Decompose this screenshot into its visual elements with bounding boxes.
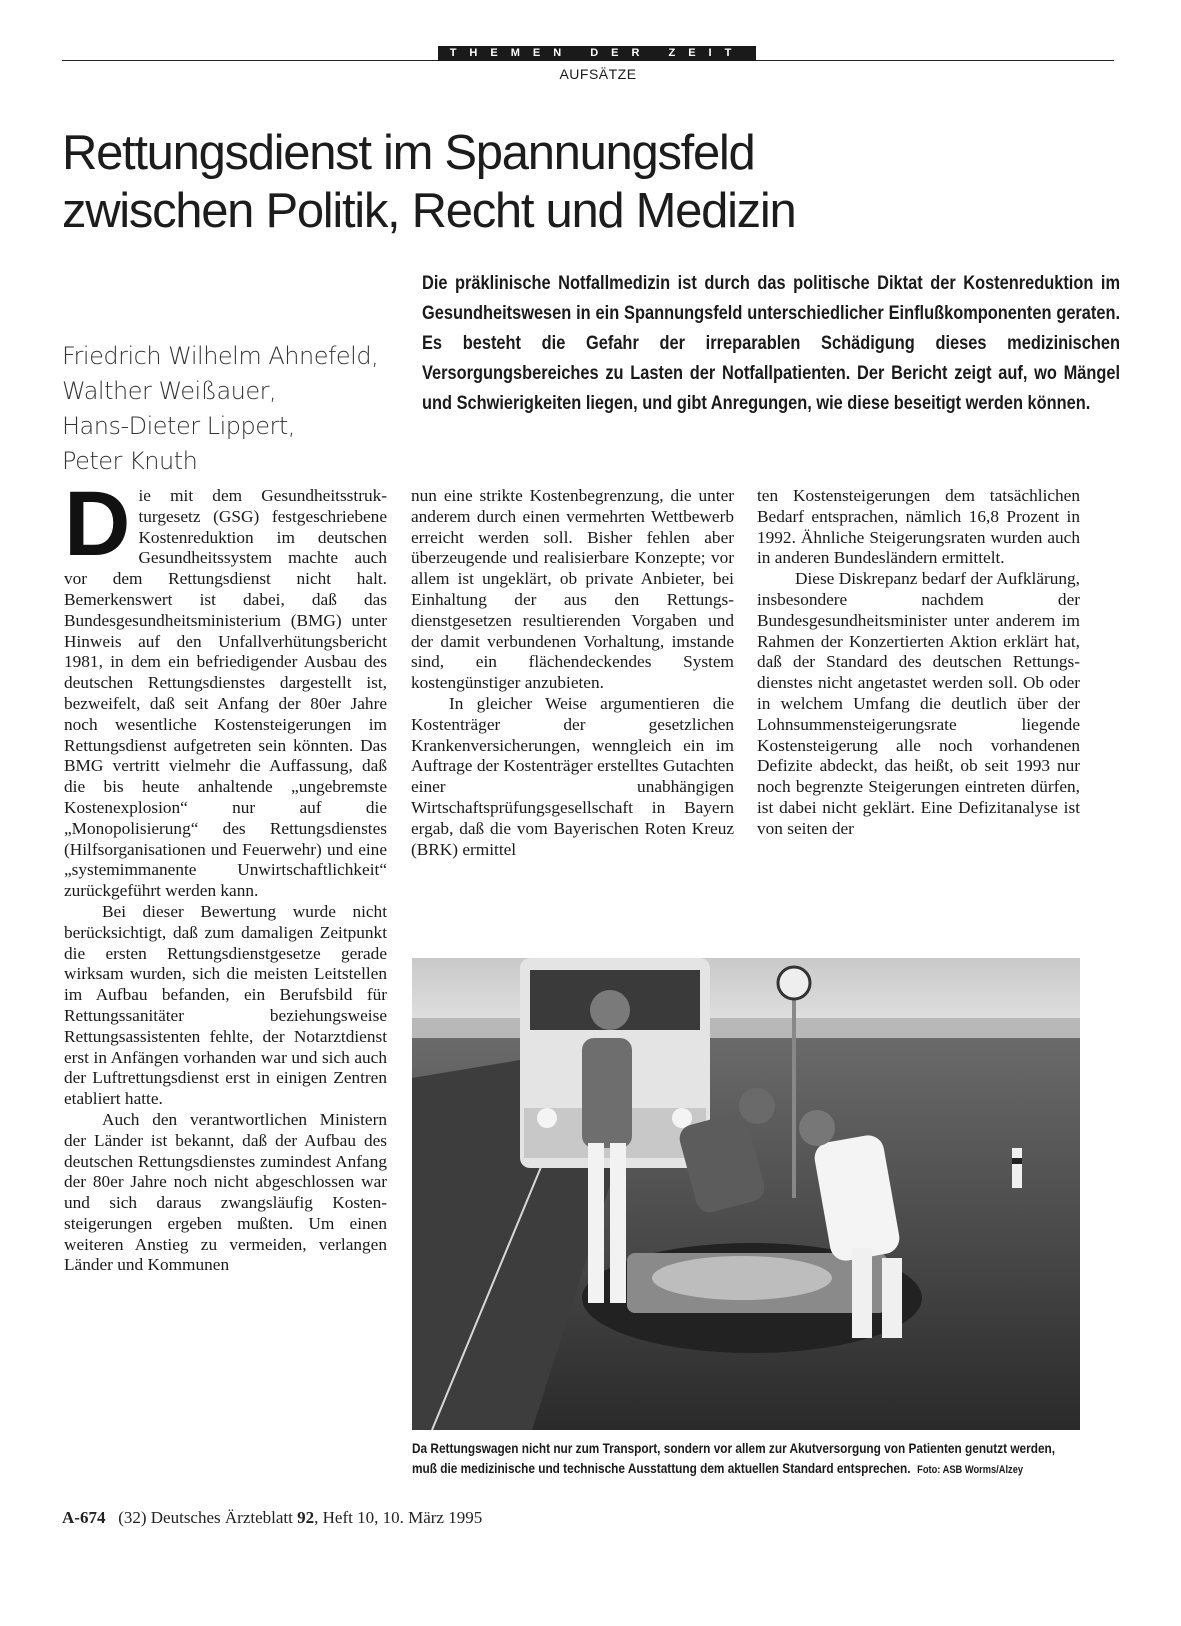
section-label: THEMEN DER ZEIT (438, 46, 756, 61)
author-list (62, 339, 402, 479)
page-footer (62, 1508, 482, 1528)
drop-cap: D (64, 473, 131, 575)
subsection-label: AUFSÄTZE (559, 66, 637, 82)
ambulance-photo (412, 958, 1080, 1430)
journal-volume: 92 (297, 1508, 315, 1527)
issue-info: , Heft 10, 10. März 1995 (314, 1508, 483, 1527)
body-paragraph: Bei dieser Bewertung wurde nicht berücksichtigt, daß zum damaligen Zeitpunkt die ersten Rettungsdienstgesetze gerade wirksam wurden, sich die meisten Leitstellen im Aufbau befanden, ein Berufsbild für Rettungssanitäter beziehungsweise Rettungsassistenten fehlte, der Notarztdienst erst in Anfängen vorhanden war und sich auch der Luftrettungsdienst erst in einigen Zentren etabliert hatte. (64, 901, 387, 1109)
author: Friedrich Wilhelm Ahnefeld, (62, 342, 379, 370)
body-column-1 (64, 473, 387, 1276)
body-paragraph: nun eine strikte Kostenbegrenzung, die unter anderem durch einen vermehrten Wettbewerb erreicht werden soll. Bisher fehlen aber überzeugende und realisierbare Konzepte; vor allem ist ungeklärt, ob private Anbieter, bei Einhaltung der aus den Rettungsdienstgesetzen resultierenden Vorgaben und der damit verbundenen Vorhaltung, imstande sind, ein flächendeckendes System kostengünstiger anzubieten. (411, 486, 734, 693)
photo-caption (412, 1438, 1080, 1480)
article-title (62, 124, 1062, 240)
title-line-2: zwischen Politik, Recht und Medizin (62, 184, 796, 238)
author: Hans-Dieter Lippert, (62, 412, 295, 440)
body-paragraph: ten Kostensteigerungen dem tatsächlichen Bedarf entsprachen, nämlich 16,8 Prozent in 1992. Ähnliche Steigerungsraten wurden auch in anderen Bundesländern ermittelt. (757, 486, 1080, 568)
author: Walther Weißauer, (62, 377, 277, 405)
body-paragraph: Diese Diskrepanz bedarf der Aufklärung, insbesondere nachdem der Bundesgesundheitsminister unter anderem im Rahmen der Konzertierten Aktion erklärt hat, daß der Standard des deutschen Rettungsdienstes nicht angetastet werden soll. Ob oder in welchem Umfang die deutlich über der Lohnsummensteigerungsrate liegende Kostensteigerung alle noch vorhandenen Defizite abdeckt, das heißt, ob seit 1993 nur noch begrenzte Steigerungen eintreten dürfen, ist dabei nicht geklärt. Eine Defizitanalyse ist von seiten der (757, 569, 1080, 838)
journal-name: (32) Deutsches Ärzteblatt (118, 1508, 293, 1527)
lead-paragraph: Die präklinische Notfallmedizin ist durch das politische Diktat der Kostenreduktion im Gesundheitswesen in ein Spannungsfeld unterschiedlicher Einflußkomponenten geraten. Es besteht die Gefahr der irreparablen Schädigung dieses medizinischen Versorgungsbereiches zu Lasten der Notfallpatienten. Der Bericht zeigt auf, wo Mängel und Schwierigkeiten liegen, und gibt Anregungen, wie diese beseitigt werden können. (422, 272, 1121, 414)
body-column-2 (411, 486, 734, 860)
title-line-1: Rettungsdienst im Spannungsfeld (62, 126, 755, 180)
body-paragraph: Auch den verantwortlichen Ministern der Länder ist bekannt, daß der Aufbau des deutschen Rettungsdienstes zumindest Anfang der 80er Jahre noch nicht abgeschlossen war und sich daraus zwangsläufig Kostensteigerungen ergeben mußten. Um einen weiteren Anstieg zu vermeiden, verlangen Länder und Kommunen (64, 1109, 387, 1275)
author: Peter Knuth (62, 447, 198, 475)
photo-credit: Foto: ASB Worms/Alzey (917, 1464, 1024, 1476)
body-column-3 (757, 486, 1080, 840)
photo-illustration (412, 958, 1080, 1430)
paragraph-text: ie mit dem Gesundheitsstrukturgesetz (GSG) festgeschriebene Kostenreduktion im deutschen Gesundheitssystem machte auch vor dem Rettungsdienst nicht halt. Bemerkenswert ist dabei, daß das Bundesgesundheitsministerium (BMG) unter Hinweis auf den Unfallverhütungsbericht 1981, in dem ein befriedigender Ausbau des deutschen Rettungsdienstes dargestellt ist, bezweifelt, daß seit Anfang der 80er Jahre noch wesentliche Kostensteigerungen im Rettungsdienst aufgetreten sein könnten. Das BMG vertritt vielmehr die Auffassung, daß die bis heute anhaltende „ungebremste Kostenexplosion“ nur auf die „Monopolisierung“ des Rettungsdienstes (Hilfsorganisationen und Feuerwehr) und eine „systemimmanente Unwirtschaftlichkeit“ zurückgeführt werden kann. (64, 486, 387, 901)
body-paragraph (64, 473, 387, 902)
page-number: A-674 (62, 1508, 106, 1527)
body-paragraph: In gleicher Weise argumentieren die Kostenträger der gesetzlichen Krankenversicherungen, wenngleich ein im Auftrage der Kostenträger erstelltes Gutachten einer unabhängigen Wirtschaftsprüfungsgesellschaft in Bayern ergab, daß die vom Bayerischen Roten Kreuz (BRK) ermittel (411, 693, 734, 859)
caption-text: Da Rettungswagen nicht nur zum Transport, sondern vor allem zur Akutversorgung von Patienten genutzt werden, muß die medizinische und technische Ausstattung dem aktuellen Standard entsprechen. (412, 1440, 1056, 1476)
